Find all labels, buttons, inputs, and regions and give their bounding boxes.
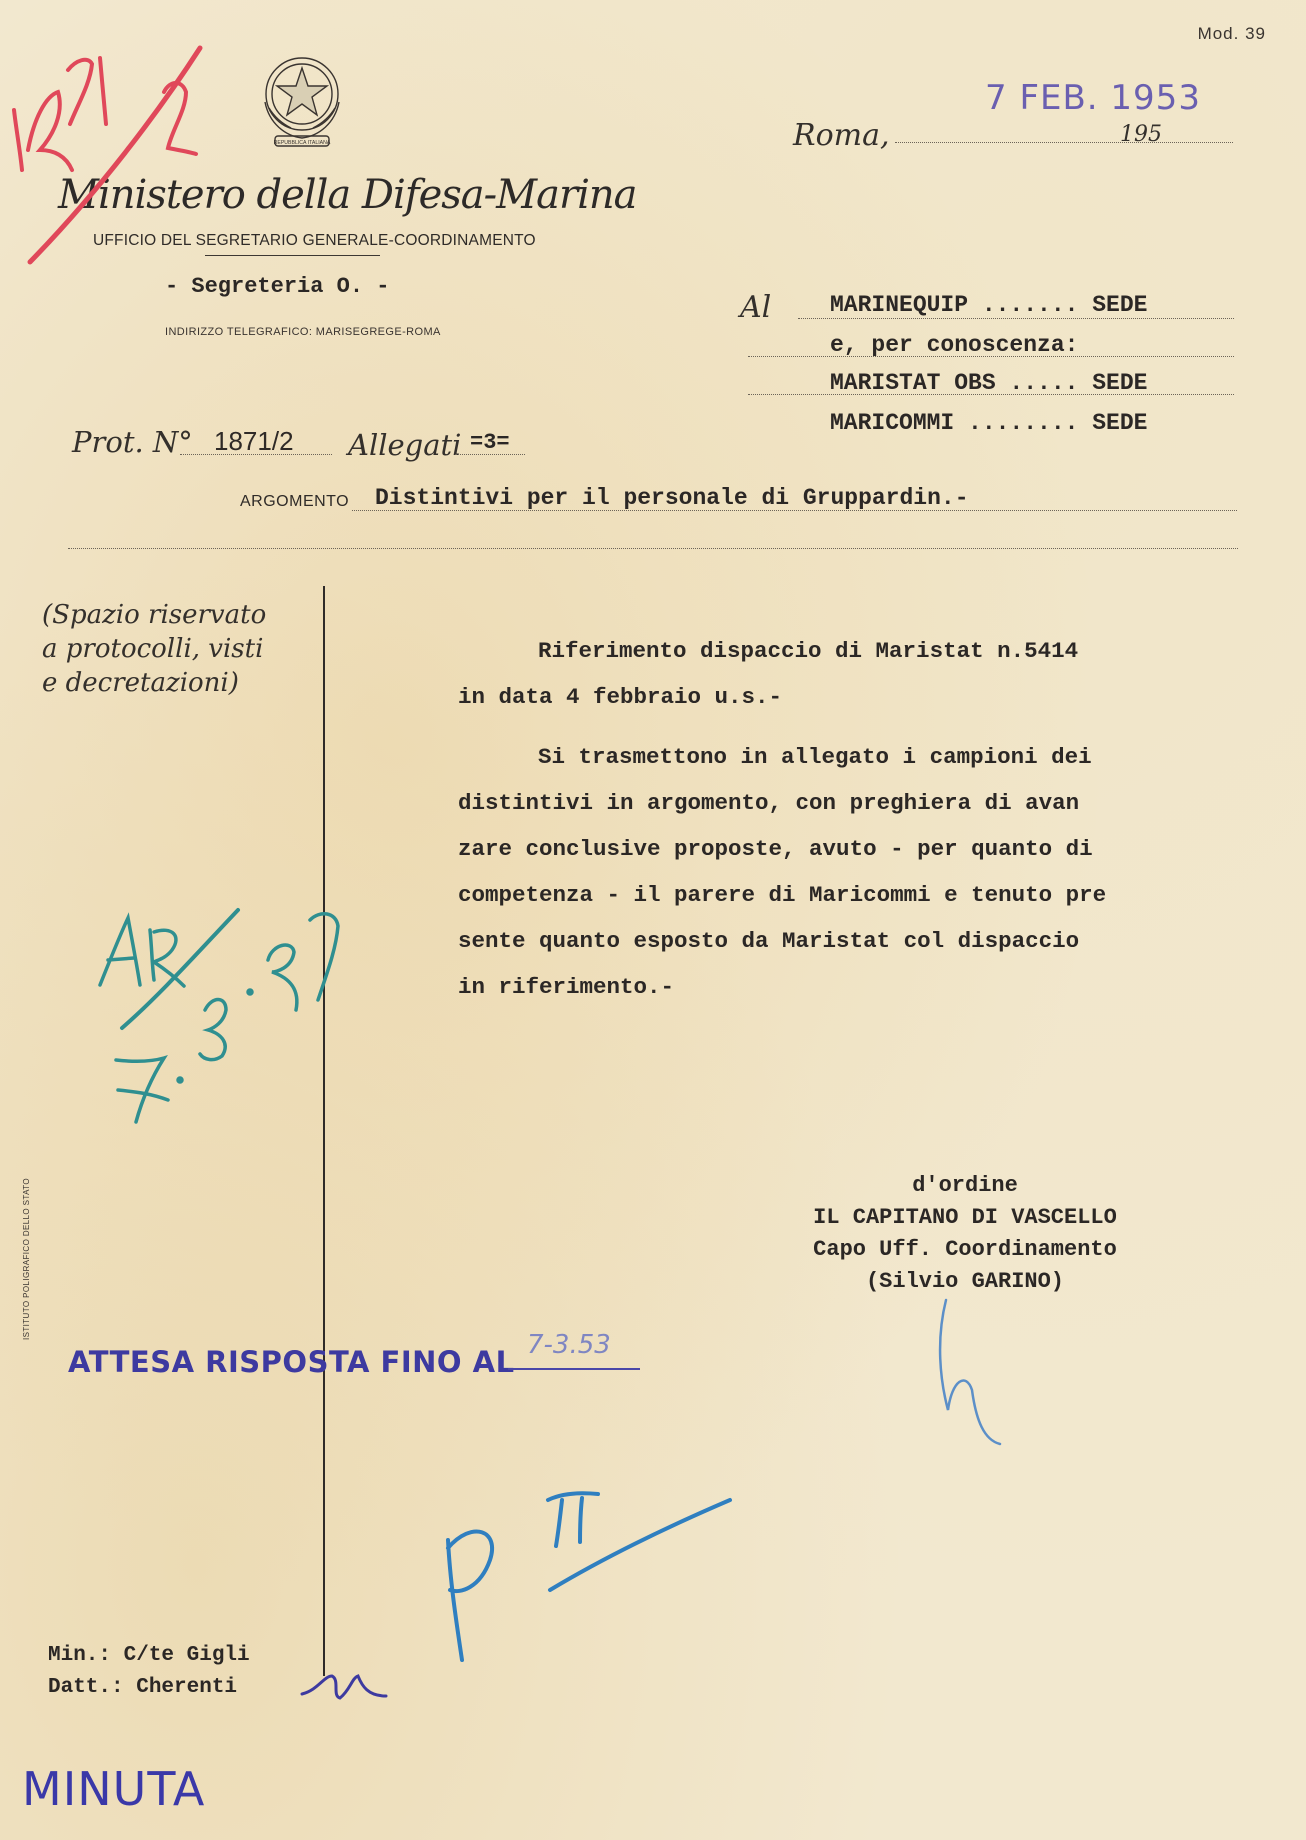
telegraph-address: INDIRIZZO TELEGRAFICO: MARISEGREGE-ROMA [165, 326, 441, 338]
drafting-line: Datt.: Cherenti [48, 1676, 238, 1699]
green-pencil-note [100, 910, 338, 1122]
protocol-label: Prot. N° [72, 425, 193, 459]
recipient-line: MARISTAT OBS ..... SEDE [830, 370, 1148, 396]
body-line: distintivi in argomento, con preghiera di avan [458, 790, 1080, 816]
body-line: Riferimento dispaccio di Maristat n.5414 [538, 638, 1079, 664]
form-code: Mod. 39 [1197, 24, 1266, 43]
drafting-line: Min.: C/te Gigli [48, 1644, 250, 1667]
body-line: in riferimento.- [458, 974, 675, 1000]
reserved-space-line: a protocolli, visti [42, 634, 264, 664]
body-line: sente quanto esposto da Maristat col dispaccio [458, 928, 1080, 954]
red-pencil-note [14, 48, 200, 262]
recipient-line: e, per conoscenza: [830, 332, 1079, 358]
subject-text: Distintivi per il personale di Gruppardin.- [375, 485, 969, 511]
ministry-name: Ministero della Difesa-Marina [58, 172, 637, 218]
reply-deadline-stamp: ATTESA RISPOSTA FINO AL [68, 1345, 515, 1379]
typist-initial [302, 1676, 386, 1698]
subject-label: ARGOMENTO [240, 493, 350, 510]
reply-deadline-date: 7-3.53 [527, 1330, 611, 1360]
printer-imprint: ISTITUTO POLIGRAFICO DELLO STATO [22, 1177, 31, 1340]
blue-pencil-note [448, 1493, 730, 1660]
section-name: - Segreteria O. - [165, 274, 390, 299]
signature-line: Capo Uff. Coordinamento [813, 1237, 1117, 1262]
protocol-number: 1871/2 [214, 426, 294, 456]
recipient-line: MARICOMMI ........ SEDE [830, 410, 1148, 436]
body-line: in data 4 febbraio u.s.- [458, 684, 783, 710]
reserved-space-line: e decretazioni) [42, 668, 239, 698]
signature-initial [940, 1300, 1000, 1444]
signature-line: IL CAPITANO DI VASCELLO [813, 1205, 1117, 1230]
body-line: competenza - il parere di Maricommi e tenuto pre [458, 882, 1107, 908]
signature-line: (Silvio GARINO) [865, 1269, 1065, 1294]
date-stamp: 7 FEB. 1953 [985, 78, 1201, 118]
attachments-label: Allegati [348, 428, 462, 462]
minuta-stamp: MINUTA [22, 1762, 206, 1816]
body-line: zare conclusive proposte, avuto - per quanto di [458, 836, 1093, 862]
place-label: Roma, [793, 118, 890, 153]
body-line: Si trasmettono in allegato i campioni dei [538, 744, 1092, 770]
attachments-value: =3= [470, 430, 510, 455]
emblem-text: REPUBBLICA ITALIANA [273, 140, 331, 146]
recipient-line: MARINEQUIP ....... SEDE [830, 292, 1148, 318]
office-name: UFFICIO DEL SEGRETARIO GENERALE-COORDINAMENTO [93, 232, 536, 249]
signature-line: d'ordine [912, 1173, 1018, 1198]
recipient-label: Al [740, 290, 772, 325]
year-prefix: 195 [1120, 122, 1162, 147]
reserved-space-line: (Spazio riservato [42, 600, 267, 630]
